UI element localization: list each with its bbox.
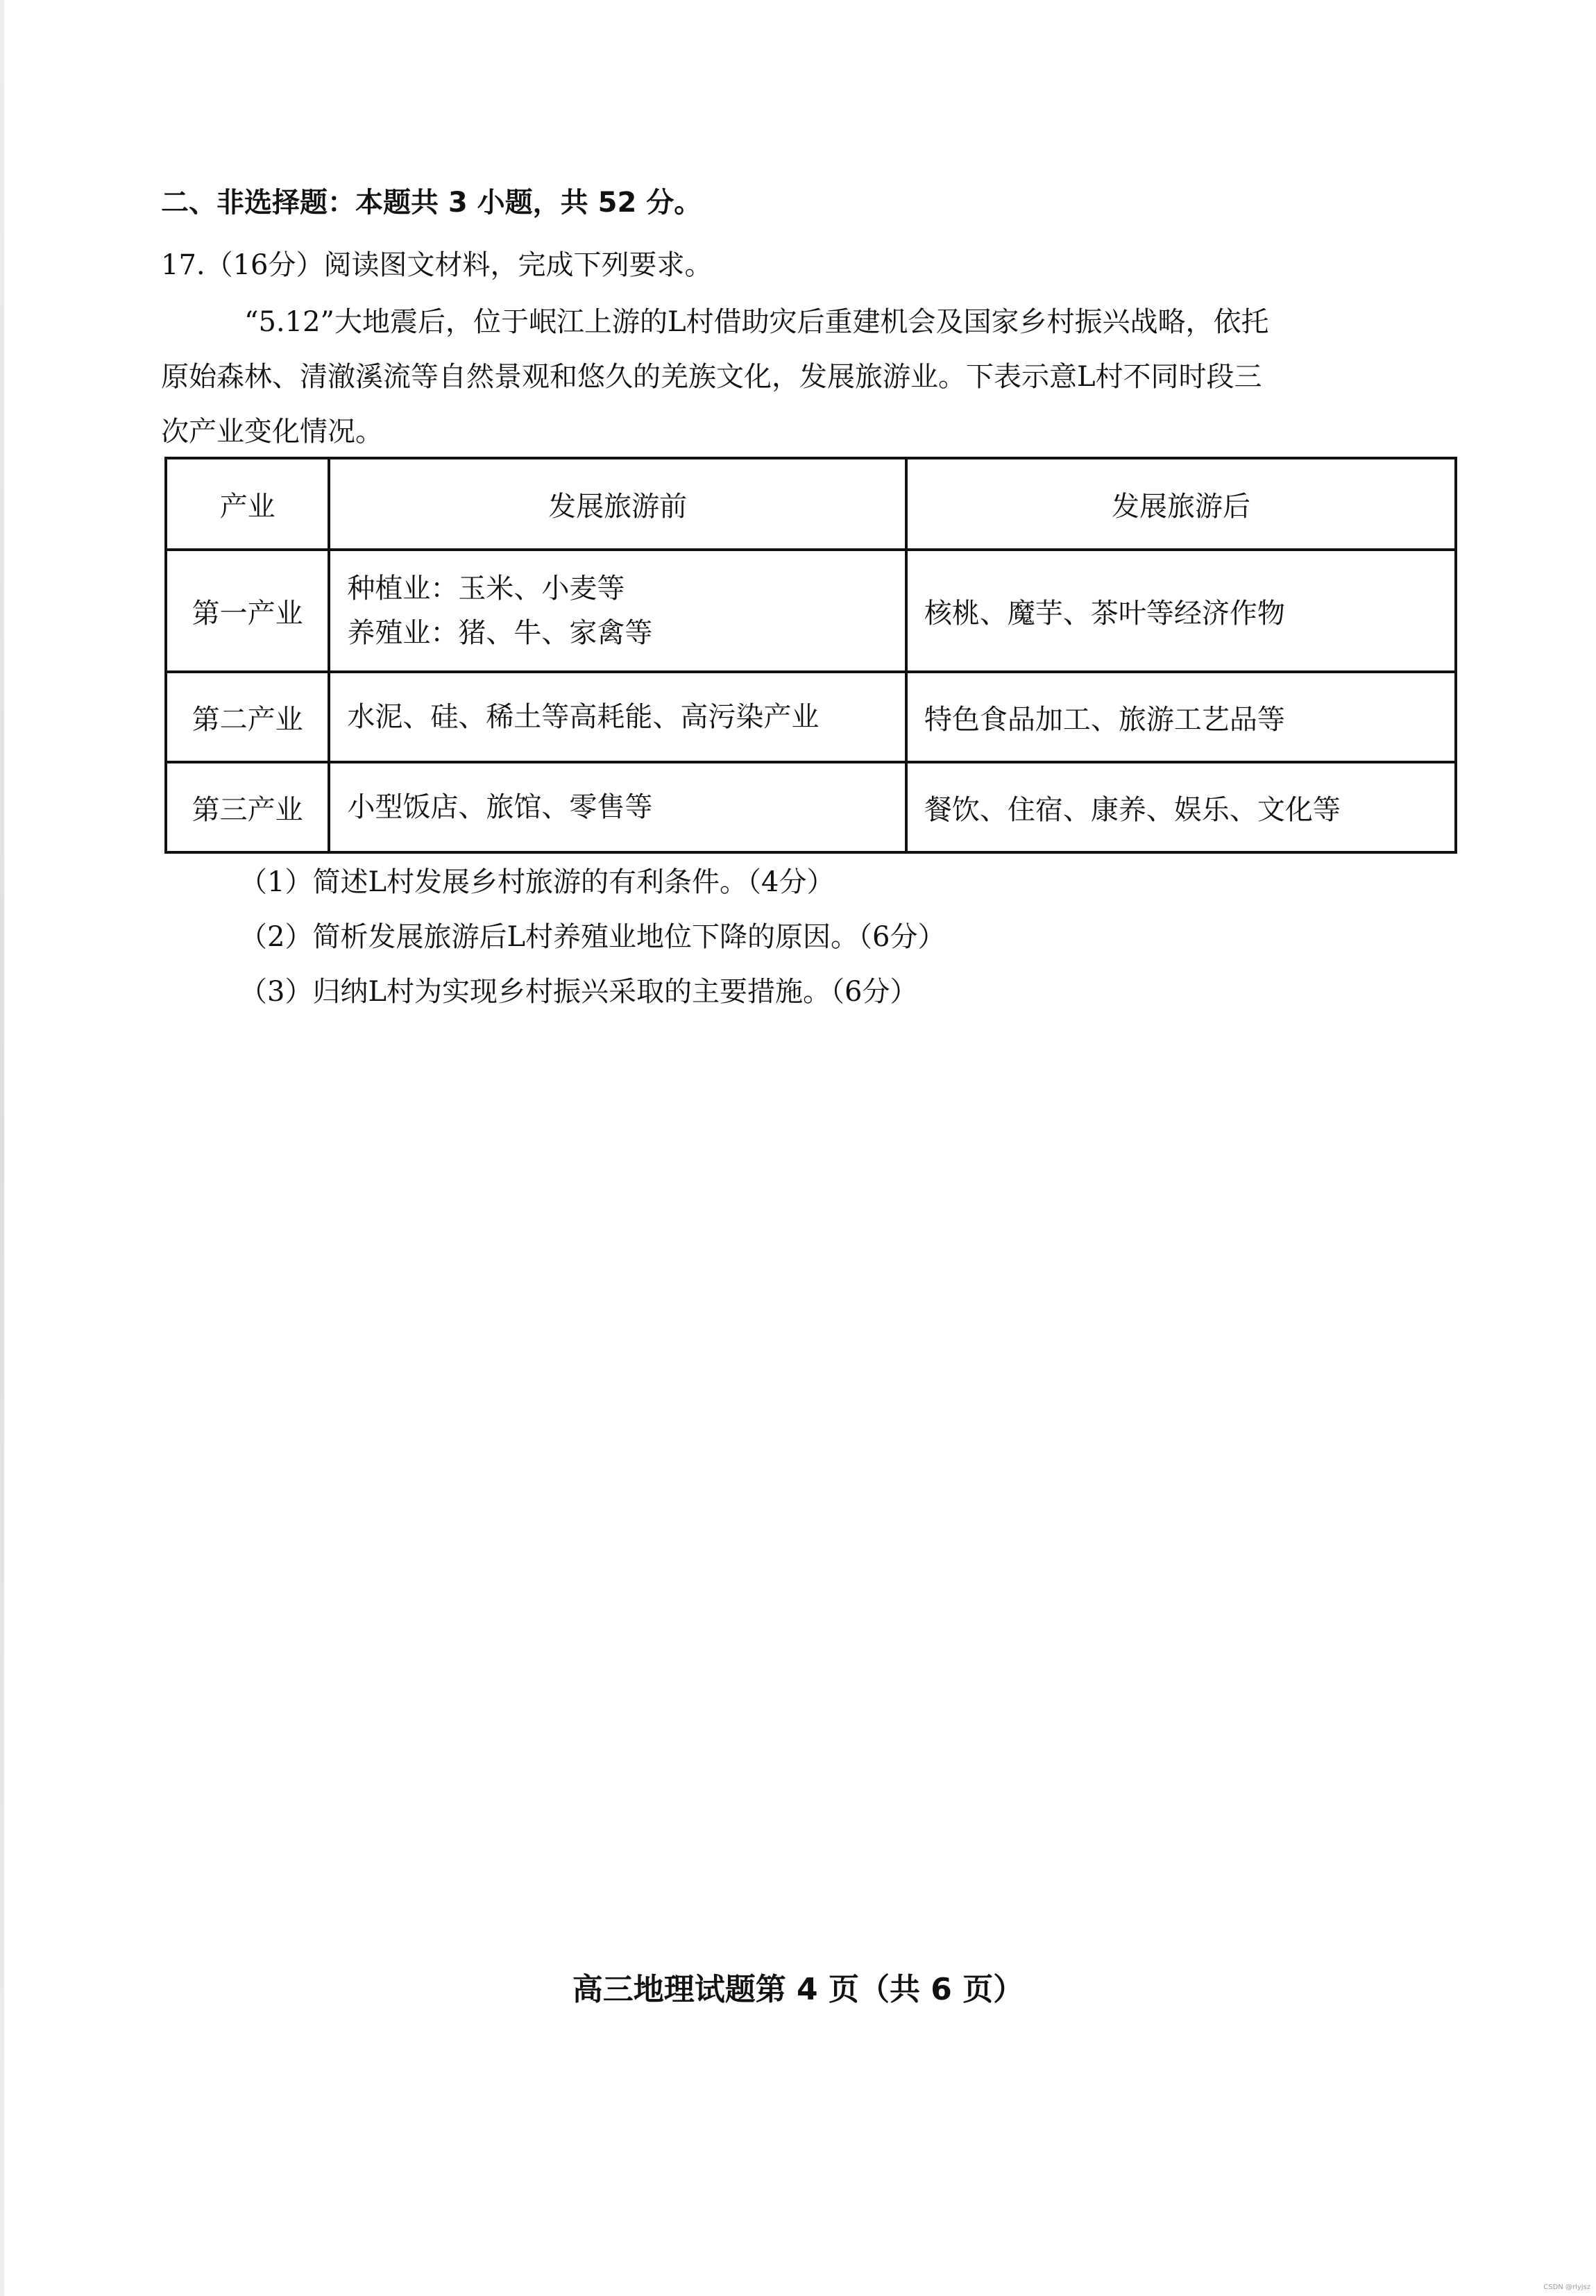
category-cell: 第一产业 — [166, 550, 329, 672]
industry-change-table — [164, 457, 1457, 854]
before-line: 水泥、硅、稀土等高耗能、高污染产业 — [347, 701, 820, 733]
category-cell: 第三产业 — [166, 762, 329, 852]
header-before-tourism: 发展旅游前 — [329, 458, 906, 550]
category-cell: 第二产业 — [166, 672, 329, 762]
after-cell: 核桃、魔芋、茶叶等经济作物 — [906, 550, 1456, 672]
table-row — [166, 550, 1456, 672]
before-cell — [329, 762, 906, 852]
table-row — [166, 672, 1456, 762]
after-cell: 餐饮、住宿、康养、娱乐、文化等 — [906, 762, 1456, 852]
before-cell — [329, 550, 906, 672]
watermark: CSDN @rlyjsz — [1543, 2284, 1590, 2291]
before-line: 种植业：玉米、小麦等 — [347, 573, 625, 605]
scan-edge-shadow — [0, 0, 4, 2296]
sub-question-2: （2）简析发展旅游后L村养殖业地位下降的原因。（6分） — [239, 921, 946, 953]
sub-question-1: （1）简述L村发展乡村旅游的有利条件。（4分） — [239, 866, 835, 898]
before-cell — [329, 672, 906, 762]
page-footer: 高三地理试题第 4 页（共 6 页） — [572, 1972, 1024, 2007]
header-after-tourism: 发展旅游后 — [906, 458, 1456, 550]
sub-question-3: （3）归纳L村为实现乡村振兴采取的主要措施。（6分） — [239, 976, 918, 1008]
before-line: 小型饭店、旅馆、零售等 — [347, 791, 653, 823]
question-header: 17.（16分）阅读图文材料，完成下列要求。 — [161, 249, 713, 281]
paragraph-line-2: 原始森林、清澈溪流等自然景观和悠久的羌族文化，发展旅游业。下表示意L村不同时段三 — [161, 361, 1262, 393]
header-industry: 产业 — [166, 458, 329, 550]
before-line: 养殖业：猪、牛、家禽等 — [347, 617, 653, 649]
table-row — [166, 762, 1456, 852]
paragraph-line-1: “5.12”大地震后，位于岷江上游的L村借助灾后重建机会及国家乡村振兴战略，依托 — [244, 306, 1269, 338]
paragraph-line-3: 次产业变化情况。 — [161, 416, 383, 448]
table-header-row — [166, 458, 1456, 550]
after-cell: 特色食品加工、旅游工艺品等 — [906, 672, 1456, 762]
section-heading: 二、非选择题：本题共 3 小题，共 52 分。 — [161, 187, 702, 219]
